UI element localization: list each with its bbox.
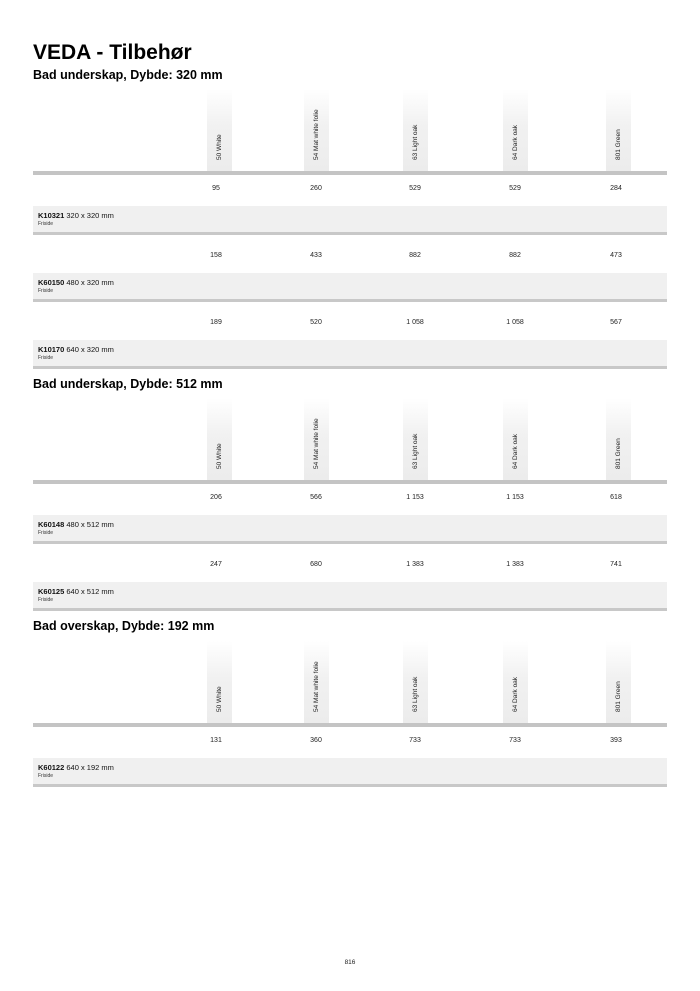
product-subtitle: Friside: [38, 597, 54, 603]
section-title: Bad underskap, Dybde: 320 mm: [33, 68, 223, 82]
price-cell: 741: [610, 561, 622, 568]
price-cell: 529: [509, 185, 521, 192]
price-cell: 473: [610, 252, 622, 259]
price-cell: 284: [610, 185, 622, 192]
product-code: K60150 480 x 320 mm: [38, 278, 114, 287]
price-cell: 1 058: [506, 319, 524, 326]
price-cell: 1 383: [506, 561, 524, 568]
column-header: 801 Green: [606, 641, 631, 723]
table-row: [33, 484, 667, 551]
product-band: [33, 340, 667, 366]
product-band: [33, 515, 667, 541]
price-cell: 95: [212, 185, 220, 192]
price-cell: 733: [409, 737, 421, 744]
product-subtitle: Friside: [38, 288, 54, 294]
column-header: 54 Mat white folie: [304, 398, 329, 480]
column-header: 63 Light oak: [403, 641, 428, 723]
section-title: Bad underskap, Dybde: 512 mm: [33, 377, 223, 391]
column-header: 54 Mat white folie: [304, 641, 329, 723]
product-subtitle: Friside: [38, 355, 54, 361]
column-header: 64 Dark oak: [503, 641, 528, 723]
column-header: 64 Dark oak: [503, 89, 528, 171]
column-header: 50 White: [207, 641, 232, 723]
product-code: K60148 480 x 512 mm: [38, 520, 114, 529]
price-table: [33, 89, 667, 376]
table-row: [33, 242, 667, 309]
price-cell: 733: [509, 737, 521, 744]
column-header: 50 White: [207, 89, 232, 171]
price-cell: 1 153: [406, 494, 424, 501]
table-row: [33, 727, 667, 794]
price-cell: 131: [210, 737, 222, 744]
page-title: VEDA - Tilbehør: [33, 41, 192, 64]
row-divider: [33, 784, 667, 787]
product-code: K10170 640 x 320 mm: [38, 345, 114, 354]
price-cell: 158: [210, 252, 222, 259]
price-table: [33, 398, 667, 618]
product-code: K60125 640 x 512 mm: [38, 587, 114, 596]
price-cell: 206: [210, 494, 222, 501]
price-cell: 1 153: [506, 494, 524, 501]
price-cell: 680: [310, 561, 322, 568]
row-divider: [33, 299, 667, 302]
column-header: 801 Green: [606, 398, 631, 480]
product-subtitle: Friside: [38, 221, 54, 227]
product-code: K10321 320 x 320 mm: [38, 211, 114, 220]
column-header: 801 Green: [606, 89, 631, 171]
product-subtitle: Friside: [38, 773, 54, 779]
price-cell: 247: [210, 561, 222, 568]
price-cell: 882: [509, 252, 521, 259]
price-cell: 1 058: [406, 319, 424, 326]
price-cell: 189: [210, 319, 222, 326]
row-divider: [33, 608, 667, 611]
price-cell: 567: [610, 319, 622, 326]
price-cell: 520: [310, 319, 322, 326]
product-band: [33, 273, 667, 299]
column-header: 64 Dark oak: [503, 398, 528, 480]
price-cell: 618: [610, 494, 622, 501]
product-band: [33, 206, 667, 232]
row-divider: [33, 541, 667, 544]
row-divider: [33, 232, 667, 235]
price-cell: 360: [310, 737, 322, 744]
price-table: [33, 641, 667, 794]
page-number: 816: [344, 959, 356, 966]
price-cell: 566: [310, 494, 322, 501]
price-cell: 882: [409, 252, 421, 259]
column-header: 50 White: [207, 398, 232, 480]
price-cell: 260: [310, 185, 322, 192]
table-row: [33, 309, 667, 376]
price-cell: 433: [310, 252, 322, 259]
table-header: [33, 641, 667, 723]
table-header: [33, 398, 667, 480]
price-cell: 529: [409, 185, 421, 192]
section-title: Bad overskap, Dybde: 192 mm: [33, 619, 215, 633]
product-subtitle: Friside: [38, 530, 54, 536]
product-code: K60122 640 x 192 mm: [38, 763, 114, 772]
product-band: [33, 758, 667, 784]
table-header: [33, 89, 667, 171]
table-row: [33, 175, 667, 242]
column-header: 63 Light oak: [403, 398, 428, 480]
price-cell: 1 383: [406, 561, 424, 568]
column-header: 54 Mat white folie: [304, 89, 329, 171]
product-band: [33, 582, 667, 608]
column-header: 63 Light oak: [403, 89, 428, 171]
row-divider: [33, 366, 667, 369]
price-cell: 393: [610, 737, 622, 744]
table-row: [33, 551, 667, 618]
